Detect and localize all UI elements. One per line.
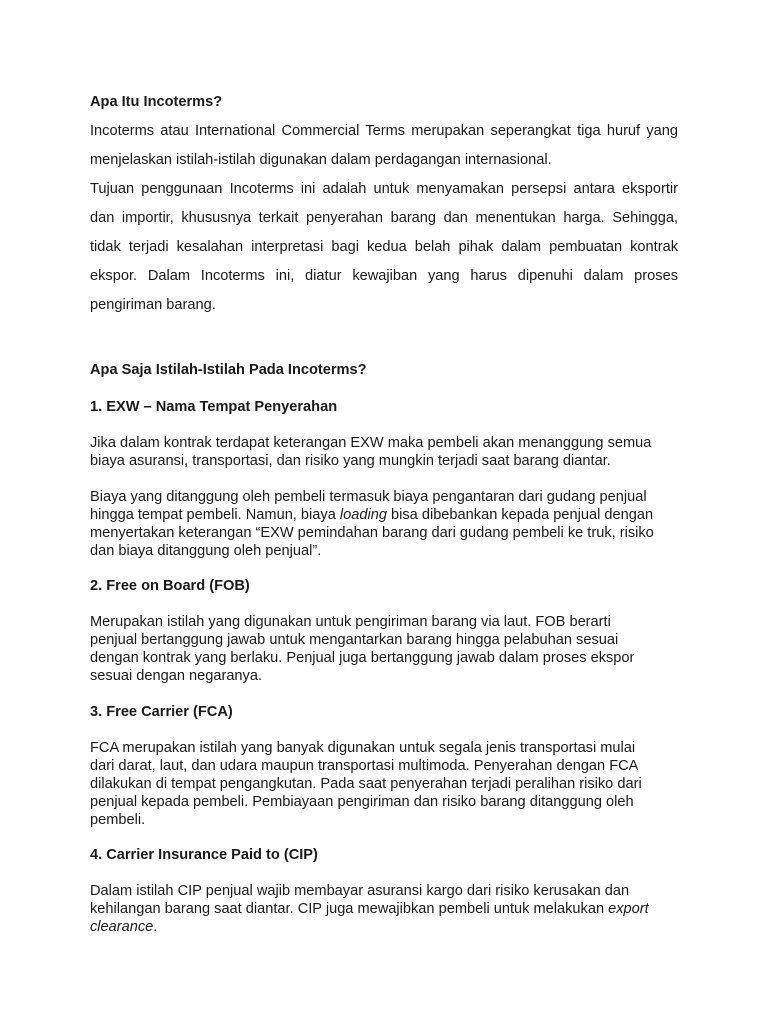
text-line: pembeli. bbox=[90, 812, 146, 828]
text-line: Biaya yang ditanggung oleh pembeli termasuk biaya pengantaran dari gudang penjual bbox=[90, 489, 647, 505]
heading-istilah-incoterms: Apa Saja Istilah-Istilah Pada Incoterms? bbox=[90, 362, 367, 378]
text-line bbox=[90, 918, 660, 936]
text-fragment: hingga tempat pembeli. Namun, biaya bbox=[90, 507, 340, 523]
paragraph-exw-1 bbox=[90, 434, 660, 470]
heading-fob: 2. Free on Board (FOB) bbox=[90, 578, 250, 594]
text-line: dari darat, laut, dan udara maupun transportasi multimoda. Penyerahan dengan FCA bbox=[90, 758, 639, 774]
text-line: penjual kepada pembeli. Pembiayaan pengiriman dan risiko barang ditanggung oleh bbox=[90, 794, 634, 810]
text-line bbox=[90, 506, 660, 524]
text-emphasis: clearance bbox=[90, 919, 154, 935]
text-line bbox=[90, 900, 660, 918]
text-line: FCA merupakan istilah yang banyak digunakan untuk segala jenis transportasi mulai bbox=[90, 740, 636, 756]
text-line: dilakukan di tempat pengangkutan. Pada saat penyerahan terjadi peralihan risiko dari bbox=[90, 776, 642, 792]
text-line: penjual bertanggung jawab untuk mengantarkan barang hingga pelabuhan sesuai bbox=[90, 632, 619, 648]
text-fragment: . bbox=[153, 919, 158, 935]
text-emphasis: loading bbox=[339, 507, 387, 523]
paragraph-fob bbox=[90, 613, 660, 685]
text-fragment: kehilangan barang saat diantar. CIP juga mewajibkan pembeli untuk melakukan bbox=[90, 901, 609, 917]
text-line: Merupakan istilah yang digunakan untuk pengiriman barang via laut. FOB berarti bbox=[90, 614, 611, 630]
heading-apa-itu-incoterms: Apa Itu Incoterms? bbox=[90, 94, 223, 110]
heading-fca: 3. Free Carrier (FCA) bbox=[90, 704, 233, 720]
heading-cip: 4. Carrier Insurance Paid to (CIP) bbox=[90, 847, 318, 863]
text-line: Dalam istilah CIP penjual wajib membayar asuransi kargo dari risiko kerusakan dan bbox=[90, 883, 630, 899]
text-line: dengan kontrak yang berlaku. Penjual juga bertanggung jawab dalam proses ekspor bbox=[90, 650, 635, 666]
text-emphasis: export bbox=[608, 901, 649, 917]
heading-exw: 1. EXW – Nama Tempat Penyerahan bbox=[90, 399, 338, 415]
text-line: sesuai dengan negaranya. bbox=[90, 668, 263, 684]
paragraph-incoterms-purpose bbox=[90, 175, 678, 320]
text-fragment: bisa dibebankan kepada penjual dengan bbox=[386, 507, 654, 523]
text-line: menyertakan keterangan “EXW pemindahan barang dari gudang pembeli ke truk, risiko bbox=[90, 525, 654, 541]
text-line: Jika dalam kontrak terdapat keterangan EXW maka pembeli akan menanggung semua bbox=[90, 435, 652, 451]
paragraph-exw-2 bbox=[90, 488, 660, 560]
text-line: biaya asuransi, transportasi, dan risiko yang mungkin terjadi saat barang diantar. bbox=[90, 453, 611, 469]
paragraph-fca bbox=[90, 739, 660, 829]
paragraph-incoterms-purpose-text: Tujuan penggunaan Incoterms ini adalah untuk menyamakan persepsi antara eksportir dan importir, khususnya terkait penyerahan barang dan menentukan harga. Sehingga, tidak terjadi kesalahan interpretasi bagi kedua belah pihak dalam pembuatan kontrak ekspor. Dalam Incoterms ini, diatur kewajiban yang harus dipenuhi dalam proses pengiriman barang. bbox=[90, 181, 678, 313]
text-line: dan biaya ditanggung oleh penjual”. bbox=[90, 543, 322, 559]
paragraph-incoterms-definition bbox=[90, 117, 678, 175]
paragraph-cip bbox=[90, 882, 660, 936]
paragraph-incoterms-definition-text: Incoterms atau International Commercial Terms merupakan seperangkat tiga huruf yang menjelaskan istilah-istilah digunakan dalam perdagangan internasional. bbox=[90, 123, 678, 168]
